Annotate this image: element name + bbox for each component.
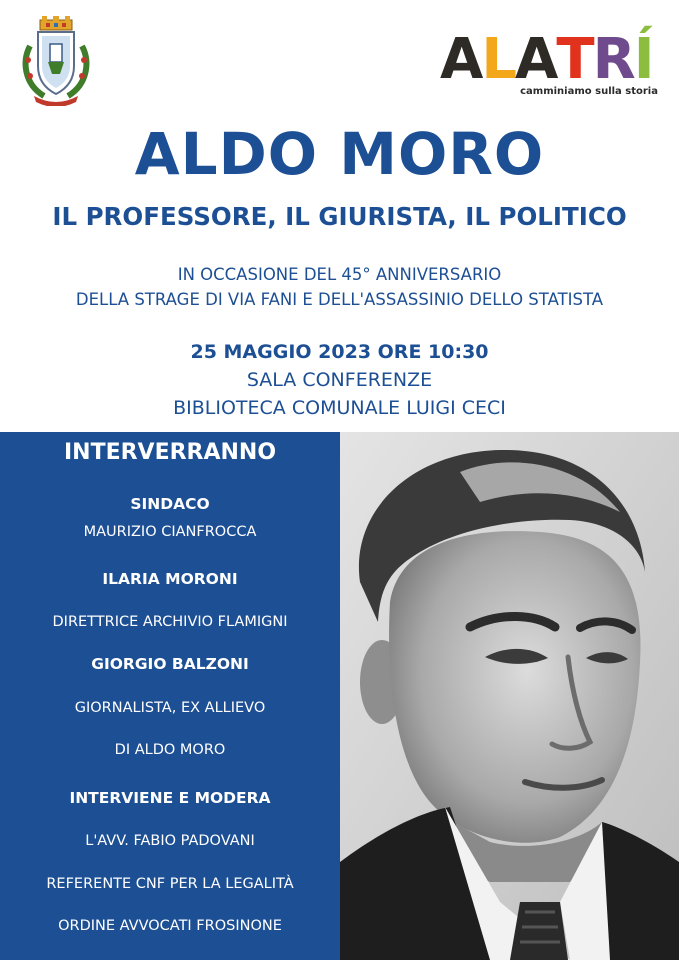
speaker-role: SINDACO	[130, 495, 210, 513]
page-title: ALDO MORO	[134, 120, 545, 188]
speaker-role: DIRETTRICE ARCHIVIO FLAMIGNI	[52, 614, 288, 630]
portrait-photo	[340, 432, 679, 960]
occasion-text	[0, 262, 679, 312]
speaker-name: GIORGIO BALZONI	[91, 655, 249, 673]
page-subtitle: IL PROFESSORE, IL GIURISTA, IL POLITICO	[52, 202, 627, 231]
occasion-line: IN OCCASIONE DEL 45° ANNIVERSARIO	[177, 265, 502, 284]
alatri-logo	[440, 16, 662, 100]
speaker-role: DI ALDO MORO	[114, 742, 226, 758]
speaker-name: MAURIZIO CIANFROCCA	[83, 524, 257, 540]
speakers-panel	[0, 432, 340, 960]
logo-letter: R	[592, 27, 634, 92]
venue-line: SALA CONFERENZE	[246, 369, 433, 391]
occasion-line: DELLA STRAGE DI VIA FANI E DELL'ASSASSINIO DELLO STATISTA	[75, 290, 604, 309]
speaker-role: ORDINE AVVOCATI FROSINONE	[58, 918, 282, 934]
logo-letter: L	[481, 27, 516, 92]
logo-tagline: camminiamo sulla storia	[520, 86, 658, 97]
event-datetime: 25 MAGGIO 2023 ORE 10:30	[190, 341, 489, 363]
speaker-role: GIORNALISTA, EX ALLIEVO	[74, 700, 266, 716]
logo-letter: A	[440, 27, 482, 92]
moderator-heading: INTERVIENE E MODERA	[69, 789, 271, 807]
coat-of-arms-icon	[20, 16, 92, 106]
logo-letter: T	[556, 27, 593, 92]
event-venue	[0, 366, 679, 422]
speaker-name: ILARIA MORONI	[102, 570, 238, 588]
speaker-role: REFERENTE CNF PER LA LEGALITÀ	[46, 876, 294, 892]
speaker-name: L'AVV. FABIO PADOVANI	[85, 833, 255, 849]
logo-letter: Í	[633, 27, 653, 92]
venue-line: BIBLIOTECA COMUNALE LUIGI CECI	[173, 397, 506, 419]
speakers-heading: INTERVERRANNO	[63, 440, 277, 465]
logo-letter: A	[515, 27, 557, 92]
